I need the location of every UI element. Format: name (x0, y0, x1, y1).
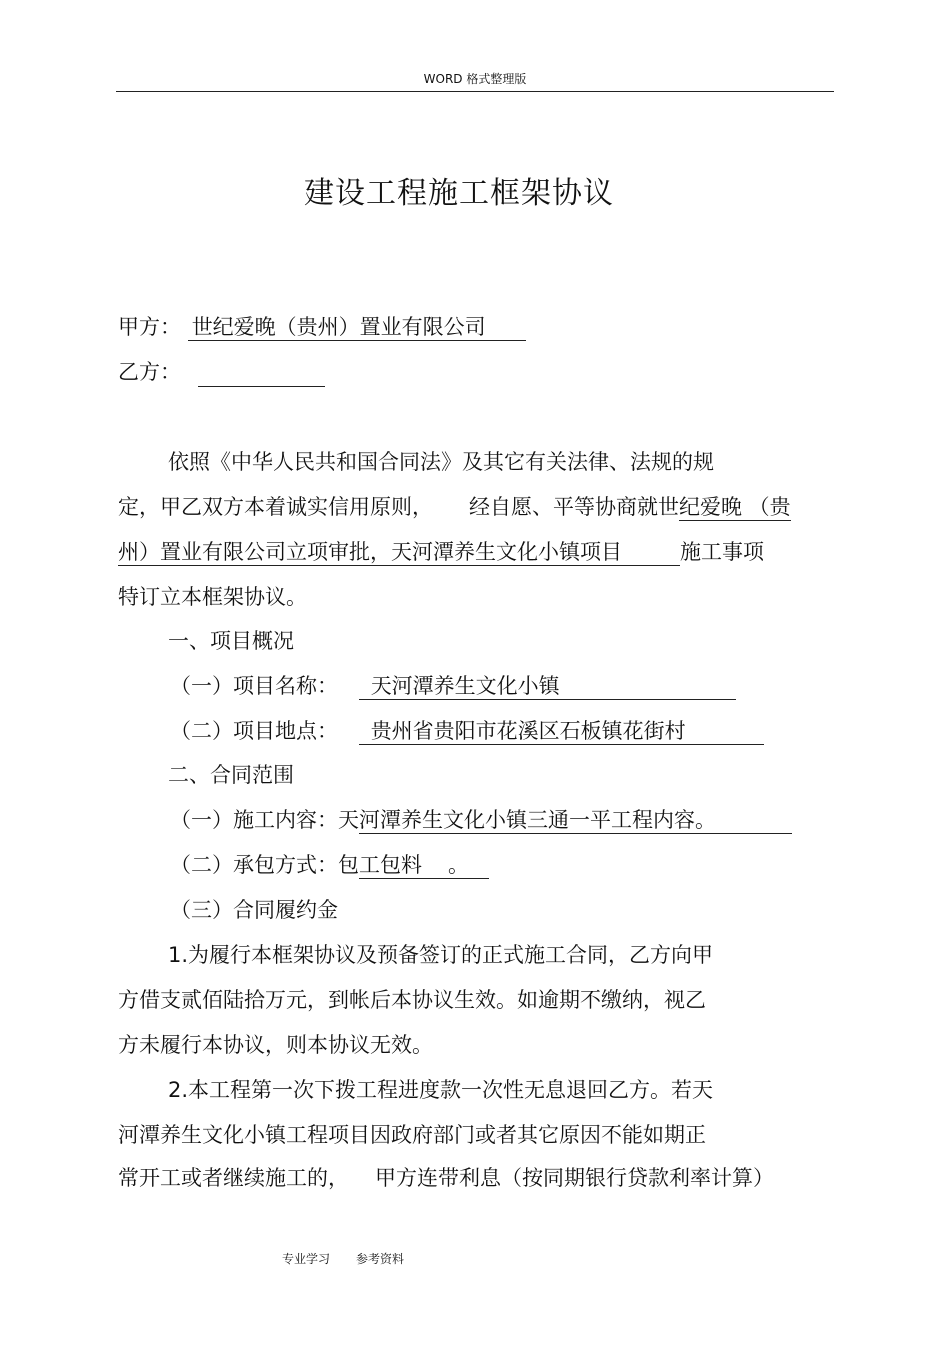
para1-line-2: 方借支贰佰陆拾万元，到帐后本协议生效。如逾期不缴纳，视乙 (118, 988, 706, 1012)
page-footer (282, 1250, 404, 1267)
mode-line (170, 850, 489, 880)
para2-text: 常开工或者继续施工的， (118, 1166, 349, 1190)
footer-left: 专业学习 (282, 1252, 331, 1266)
intro-line-4: 特订立本框架协议。 (118, 585, 307, 609)
party-a-line (118, 312, 526, 342)
mode-underlined (359, 852, 489, 879)
para1-line-1: 1.为履行本框架协议及预备签订的正式施工合同，乙方向甲 (168, 943, 714, 967)
section-1-heading: 一、项目概况 (168, 629, 294, 653)
mode-label: （二）承包方式：包 (170, 853, 359, 877)
para1-line-3: 方未履行本协议，则本协议无效。 (118, 1033, 433, 1057)
intro-line-1: 依照《中华人民共和国合同法》及其它有关法律、法规的规 (168, 450, 714, 474)
content-line (170, 805, 792, 835)
intro-underlined: 州）置业有限公司立项审批，天河潭养生文化小镇项目 (118, 539, 680, 566)
party-b-blank (198, 364, 325, 387)
intro-text: 定，甲乙双方本着诚实信用原则， (118, 495, 433, 519)
project-name-line (170, 671, 736, 701)
project-place-value: 贵州省贵阳市花溪区石板镇花街村 (359, 718, 764, 745)
footer-right: 参考资料 (356, 1252, 405, 1266)
party-a-value: 世纪爱晚（贵州）置业有限公司 (188, 314, 526, 341)
content-label: （一）施工内容：天 (170, 808, 359, 832)
header-rule (116, 91, 834, 92)
intro-text: 经自愿、平等协商就世 (469, 495, 679, 519)
deposit-heading: （三）合同履约金 (170, 898, 338, 922)
para2-text: 甲方连带利息（按同期银行贷款利率计算） (375, 1166, 774, 1190)
project-place-label: （二）项目地点： (170, 719, 338, 743)
project-place-line (170, 716, 764, 746)
party-b-line (118, 357, 325, 387)
para2-line-3 (118, 1163, 774, 1193)
mode-end: 。 (448, 853, 469, 877)
project-name-label: （一）项目名称： (170, 674, 338, 698)
party-b-label: 乙方： (118, 360, 181, 384)
content-value: 河潭养生文化小镇三通一平工程内容。 (359, 807, 792, 834)
project-name-value: 天河潭养生文化小镇 (359, 673, 736, 700)
page-header: WORD 格式整理版 (423, 72, 527, 86)
para2-line-1: 2.本工程第一次下拨工程进度款一次性无息退回乙方。若天 (168, 1078, 714, 1102)
intro-line-3 (118, 537, 764, 567)
intro-line-2 (118, 492, 791, 522)
party-a-label: 甲方： (118, 315, 181, 339)
intro-text: 施工事项 (680, 540, 764, 564)
para2-line-2: 河潭养生文化小镇工程项目因政府部门或者其它原因不能如期正 (118, 1123, 706, 1147)
section-2-heading: 二、合同范围 (168, 763, 294, 787)
intro-underlined: 纪爱晚 （贵 (679, 495, 791, 519)
document-title: 建设工程施工框架协议 (304, 176, 614, 211)
mode-value: 工包料 (359, 853, 422, 877)
